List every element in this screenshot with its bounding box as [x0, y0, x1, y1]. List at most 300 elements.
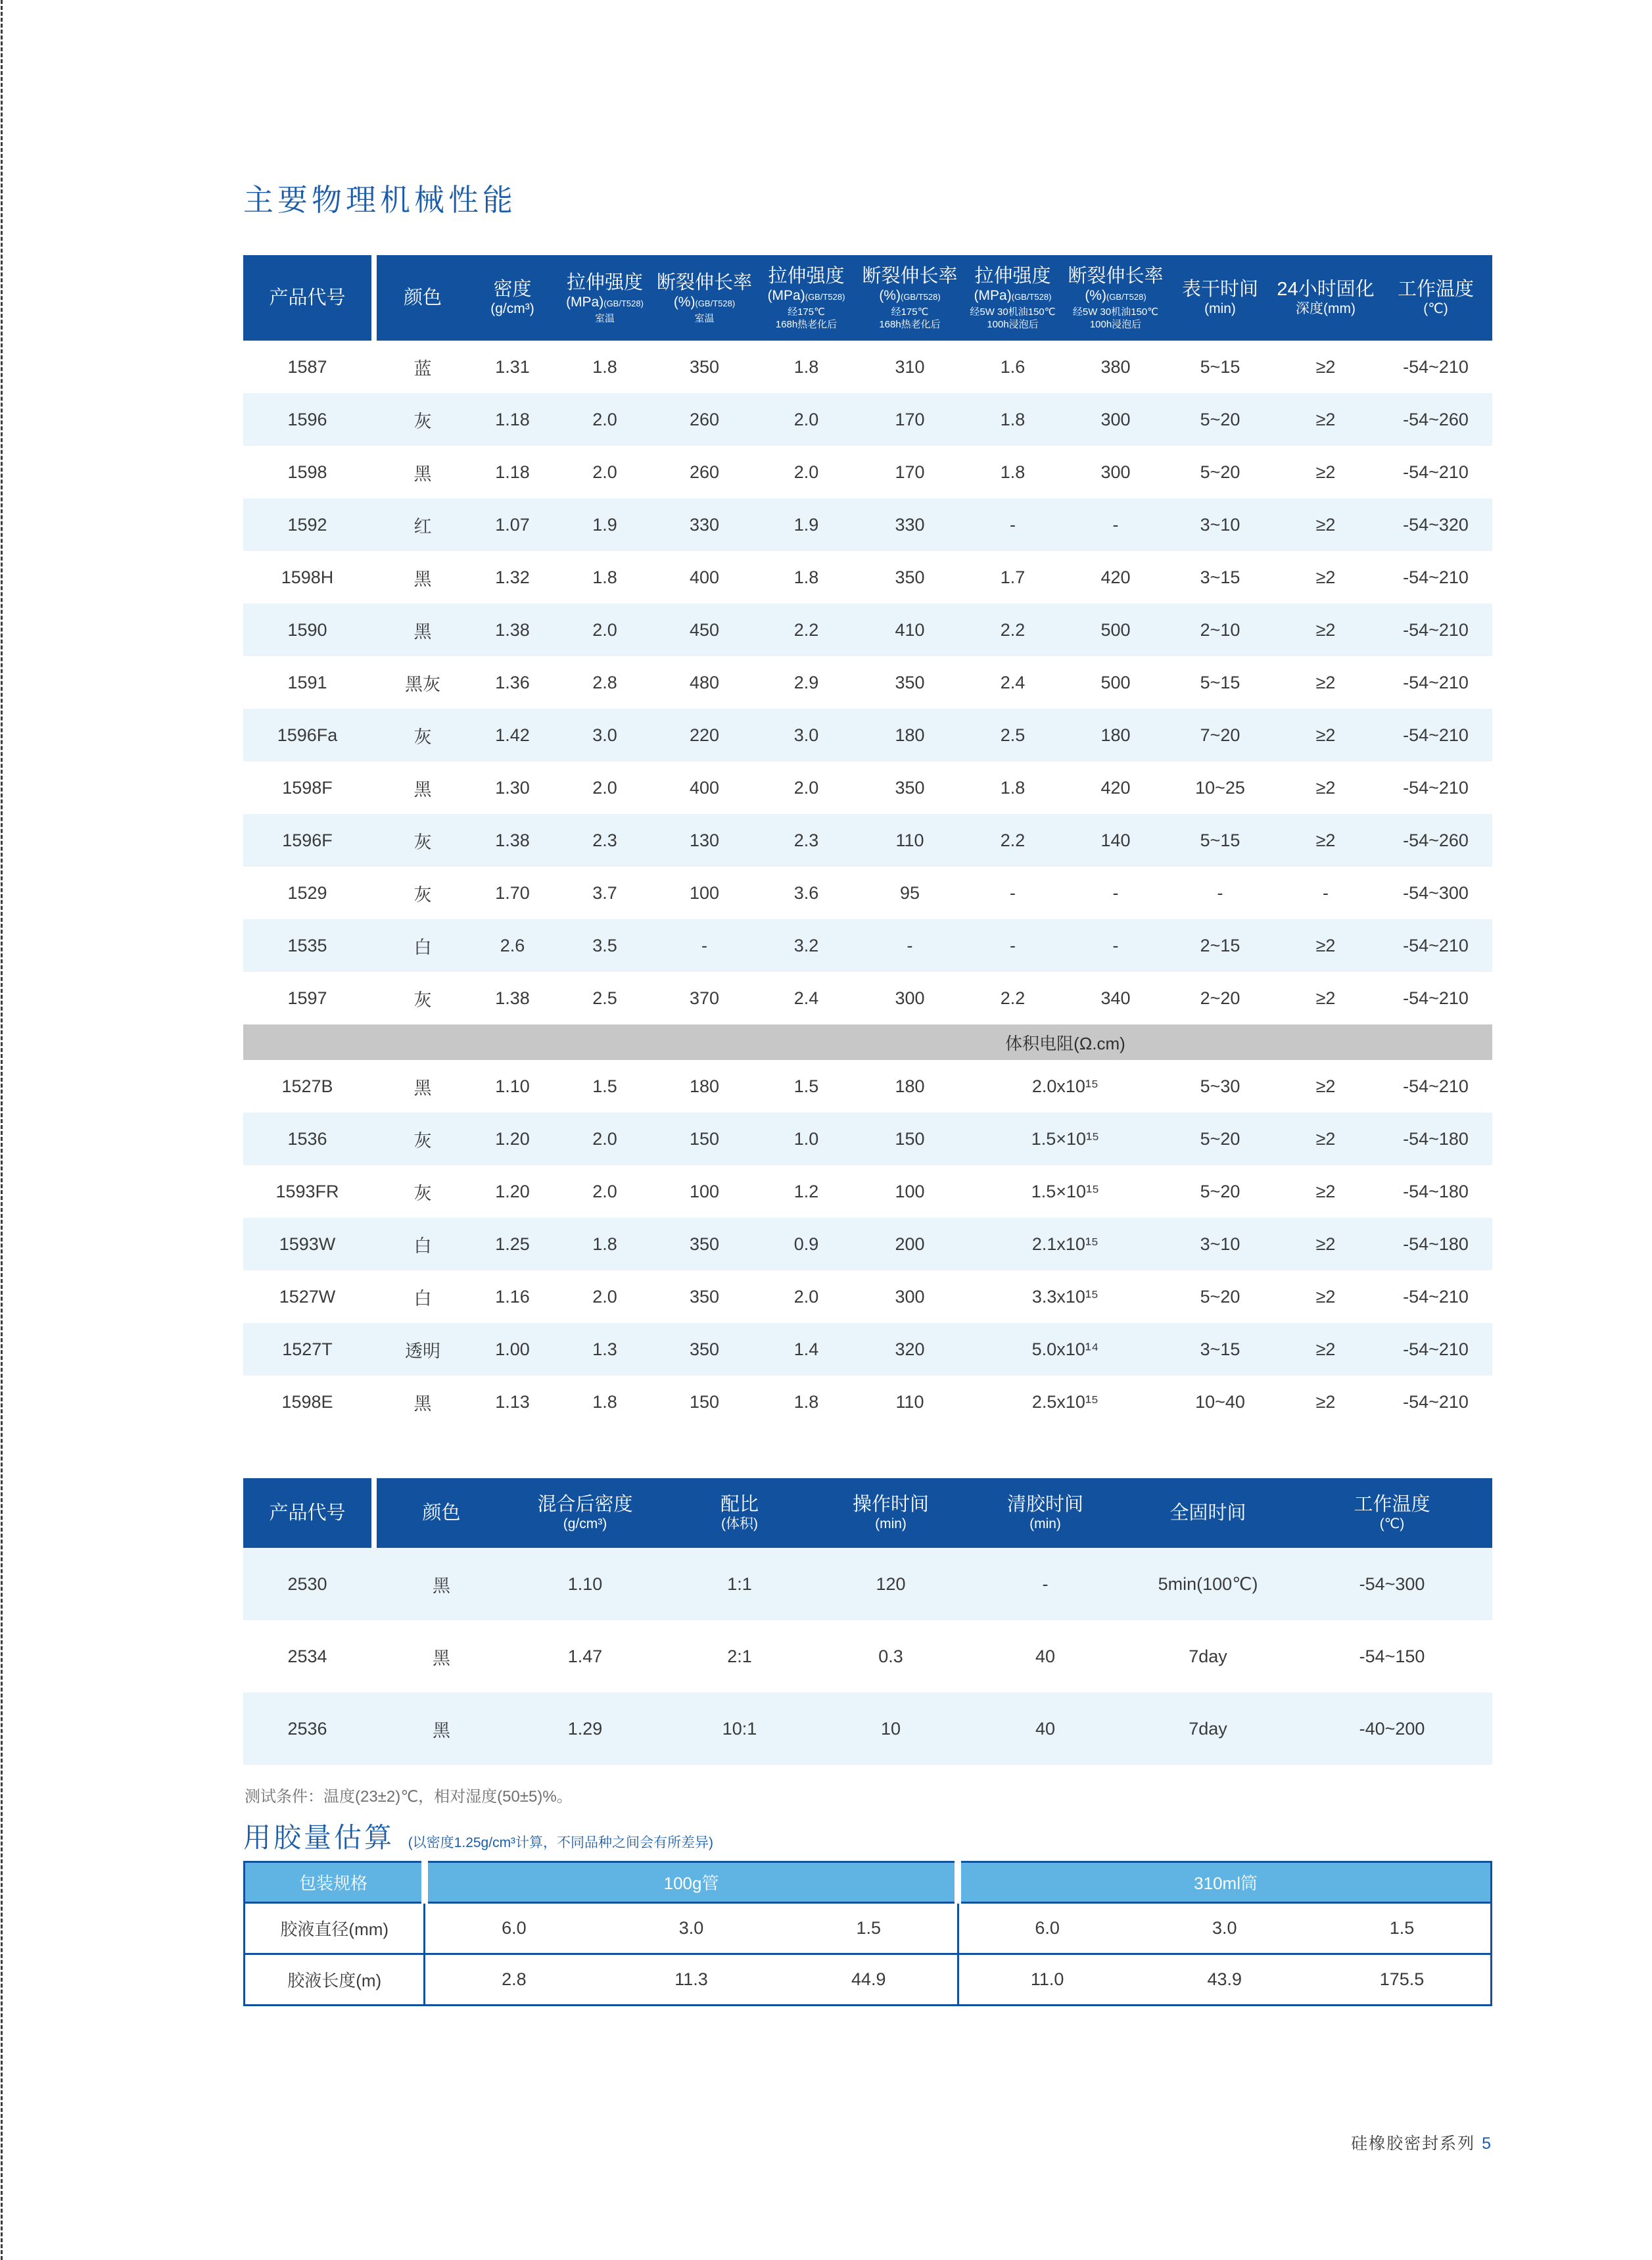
- cell: 3~15: [1168, 551, 1272, 604]
- table-row: [243, 446, 1492, 498]
- cell: -54~260: [1379, 814, 1492, 867]
- cell: 130: [653, 814, 755, 867]
- physical-properties-body: [243, 341, 1492, 1428]
- cell: 3.6: [755, 867, 857, 919]
- cell: 1.38: [469, 814, 556, 867]
- cell: 2~15: [1168, 919, 1272, 972]
- col-header-label: 混合后密度: [537, 1494, 633, 1515]
- cell: -54~150: [1292, 1620, 1492, 1693]
- cell: 1598F: [243, 761, 371, 814]
- cell: 白: [377, 919, 469, 972]
- section2-title-note: (以密度1.25g/cm³计算，不同品种之间会有所差异): [408, 1835, 714, 1850]
- cell: -54~180: [1379, 1113, 1492, 1165]
- gap-cell: [371, 1060, 377, 1113]
- col-header-standard: (GB/T528): [1106, 292, 1146, 302]
- gap-cell: [371, 551, 377, 604]
- cell: 1.07: [469, 498, 556, 551]
- col-header-unit: (MPa)(GB/T528): [566, 294, 644, 310]
- cell: -54~210: [1379, 709, 1492, 761]
- cell: 1.8: [755, 341, 857, 393]
- cell: 2534: [243, 1620, 371, 1693]
- cell: -: [1063, 919, 1168, 972]
- cell: ≥2: [1272, 446, 1379, 498]
- cell: 1598E: [243, 1376, 371, 1428]
- cell: 灰: [377, 393, 469, 446]
- cell: 黑: [377, 1620, 506, 1693]
- cell: 黑: [377, 1376, 469, 1428]
- cell: 7day: [1124, 1620, 1292, 1693]
- cell: 灰: [377, 814, 469, 867]
- col-header: [664, 1478, 815, 1548]
- cell: 黑: [377, 1548, 506, 1620]
- cell: 5min(100℃): [1124, 1548, 1292, 1620]
- header-row: [243, 255, 1492, 341]
- table-row: [243, 1376, 1492, 1428]
- cell: 150: [653, 1113, 755, 1165]
- header-gap: [371, 255, 377, 341]
- cell: 1.5×10¹⁵: [962, 1113, 1168, 1165]
- table-row: [243, 1323, 1492, 1376]
- gap-cell: [371, 761, 377, 814]
- cell: -: [1063, 867, 1168, 919]
- cell: -40~200: [1292, 1693, 1492, 1765]
- cell: 黑灰: [377, 656, 469, 709]
- cell: 300: [1063, 446, 1168, 498]
- cell: 300: [1063, 393, 1168, 446]
- table-row: [245, 1903, 1492, 1954]
- col-header: [962, 255, 1063, 341]
- cell: 1.10: [506, 1548, 664, 1620]
- col-header-label: 清胶时间: [1006, 1494, 1083, 1515]
- cell: ≥2: [1272, 551, 1379, 604]
- cell: 1.8: [556, 1218, 653, 1270]
- col-header-condition: 经175℃: [891, 306, 929, 318]
- cell: 2.0: [556, 446, 653, 498]
- cell: 300: [857, 972, 962, 1024]
- cell: 180: [1063, 709, 1168, 761]
- col-header-standard: (GB/T528): [603, 298, 644, 308]
- cell: 5~20: [1168, 1113, 1272, 1165]
- col-header: [1379, 255, 1492, 341]
- col-header-label: 产品代号: [269, 287, 346, 308]
- table-row: [243, 604, 1492, 656]
- col-header: [857, 255, 962, 341]
- cell: 2.0: [755, 761, 857, 814]
- cell: 3.3x10¹⁵: [962, 1270, 1168, 1323]
- cell: 1.18: [469, 393, 556, 446]
- table-row: [243, 919, 1492, 972]
- cell: 3.0: [602, 1903, 780, 1954]
- col-header-label: 表干时间: [1181, 279, 1258, 300]
- col-header-label: 断裂伸长率: [656, 272, 752, 293]
- cell: 2.0: [556, 761, 653, 814]
- col-header-unit: (%)(GB/T528): [673, 294, 736, 310]
- col-header-condition: 100h浸泡后: [1089, 319, 1142, 330]
- cell: 11.0: [958, 1954, 1135, 2006]
- cell: -54~210: [1379, 761, 1492, 814]
- cell: 40: [966, 1693, 1124, 1765]
- physical-properties-table: [243, 255, 1492, 1428]
- col-header-label: 拉伸强度: [974, 266, 1051, 287]
- table-row: [243, 656, 1492, 709]
- gap-cell: [371, 656, 377, 709]
- cell: 1.29: [506, 1693, 664, 1765]
- volume-resistance-separator-row: [243, 1024, 1492, 1060]
- cell: 3.0: [556, 709, 653, 761]
- cell: 2.3: [556, 814, 653, 867]
- col-header-unit: (min): [875, 1516, 907, 1531]
- cell: 500: [1063, 656, 1168, 709]
- cell: 310: [857, 341, 962, 393]
- col-header-unit: (%)(GB/T528): [879, 288, 941, 303]
- cell: 2.0: [556, 1270, 653, 1323]
- cell: 350: [857, 551, 962, 604]
- header-row: [243, 1478, 1492, 1548]
- cell: -: [1272, 867, 1379, 919]
- cell: 1.10: [469, 1060, 556, 1113]
- cell: 1.8: [962, 446, 1063, 498]
- gap-cell: [371, 1323, 377, 1376]
- col-header-unit: (℃): [1379, 1516, 1405, 1531]
- glue-usage-header: [245, 1862, 1492, 1903]
- cell: 2.5: [556, 972, 653, 1024]
- cell: 5~15: [1168, 814, 1272, 867]
- cell: 200: [857, 1218, 962, 1270]
- col-header: [1124, 1478, 1292, 1548]
- cell: 1.9: [556, 498, 653, 551]
- col-header: [1063, 255, 1168, 341]
- series-label: 硅橡胶密封系列: [1351, 2134, 1476, 2153]
- col-header-label: 拉伸强度: [768, 266, 845, 287]
- cell: 350: [653, 1218, 755, 1270]
- volume-resistance-label: 体积电阻(Ω.cm): [962, 1024, 1168, 1060]
- cell: 44.9: [780, 1954, 958, 2006]
- cell: 1.5: [1313, 1903, 1492, 1954]
- table-row: [243, 1113, 1492, 1165]
- cell: 300: [857, 1270, 962, 1323]
- col-header-condition: 100h浸泡后: [987, 319, 1039, 330]
- cell: 白: [377, 1218, 469, 1270]
- gap-cell: [371, 446, 377, 498]
- col-header-unit: (体积): [721, 1516, 758, 1531]
- cell: ≥2: [1272, 604, 1379, 656]
- cell: 1.0: [755, 1113, 857, 1165]
- cell: 0.9: [755, 1218, 857, 1270]
- cell: 10: [815, 1693, 966, 1765]
- cell: 灰: [377, 1165, 469, 1218]
- cell: 2.2: [962, 604, 1063, 656]
- cell: ≥2: [1272, 761, 1379, 814]
- cell: 1590: [243, 604, 371, 656]
- row-label: 胶液长度(m): [245, 1954, 425, 2006]
- table-row: [243, 1165, 1492, 1218]
- cell: 150: [857, 1113, 962, 1165]
- cell: -: [962, 867, 1063, 919]
- table-row: [243, 761, 1492, 814]
- cell: ≥2: [1272, 919, 1379, 972]
- cell: -54~260: [1379, 393, 1492, 446]
- header-row: [245, 1862, 1492, 1903]
- gap-cell: [371, 709, 377, 761]
- cell: 2530: [243, 1548, 371, 1620]
- cell: 350: [857, 656, 962, 709]
- cell: 2.2: [962, 972, 1063, 1024]
- col-header: [506, 1478, 664, 1548]
- col-header-condition: 室温: [694, 312, 715, 324]
- cell: -: [1168, 867, 1272, 919]
- cell: 2.3: [755, 814, 857, 867]
- cell: 1.16: [469, 1270, 556, 1323]
- cell: 5~30: [1168, 1060, 1272, 1113]
- cell: 450: [653, 604, 755, 656]
- cell: 5~15: [1168, 656, 1272, 709]
- cell: 2.4: [755, 972, 857, 1024]
- cell: 400: [653, 761, 755, 814]
- cell: 5~15: [1168, 341, 1272, 393]
- cell: 43.9: [1136, 1954, 1313, 2006]
- separator-spacer: [1168, 1024, 1492, 1060]
- cell: 40: [966, 1620, 1124, 1693]
- cell: 红: [377, 498, 469, 551]
- cell: ≥2: [1272, 341, 1379, 393]
- cell: 1593FR: [243, 1165, 371, 1218]
- cell: 3.2: [755, 919, 857, 972]
- gap-cell: [371, 393, 377, 446]
- col-header-label: 颜色: [403, 287, 442, 308]
- cell: 100: [857, 1165, 962, 1218]
- col-header-label: 配比: [720, 1494, 759, 1515]
- cell: -54~210: [1379, 604, 1492, 656]
- cell: 3.7: [556, 867, 653, 919]
- cell: 1593W: [243, 1218, 371, 1270]
- cell: 灰: [377, 709, 469, 761]
- cell: 1598H: [243, 551, 371, 604]
- cell: ≥2: [1272, 1113, 1379, 1165]
- col-header-label: 工作温度: [1354, 1494, 1430, 1515]
- cell: 175.5: [1313, 1954, 1492, 2006]
- cell: 1.38: [469, 604, 556, 656]
- cell: 黑: [377, 761, 469, 814]
- cell: 1.18: [469, 446, 556, 498]
- cell: 2536: [243, 1693, 371, 1765]
- col-header-label: 断裂伸长率: [1068, 266, 1164, 287]
- table-row: [243, 1060, 1492, 1113]
- cell: 黑: [377, 1693, 506, 1765]
- col-header: [966, 1478, 1124, 1548]
- table-row: [243, 1548, 1492, 1620]
- col-header: [815, 1478, 966, 1548]
- cell: 2.0x10¹⁵: [962, 1060, 1168, 1113]
- cell: 1.47: [506, 1620, 664, 1693]
- table-row: [243, 498, 1492, 551]
- cell: 1.20: [469, 1165, 556, 1218]
- cell: 1.8: [962, 761, 1063, 814]
- cell: -: [966, 1548, 1124, 1620]
- cell: 1.5×10¹⁵: [962, 1165, 1168, 1218]
- cell: 480: [653, 656, 755, 709]
- cell: 1587: [243, 341, 371, 393]
- cell: -54~300: [1379, 867, 1492, 919]
- gap-cell: [371, 1113, 377, 1165]
- cell: ≥2: [1272, 1270, 1379, 1323]
- cell: 1598: [243, 446, 371, 498]
- table-row: [243, 1693, 1492, 1765]
- cell: 1.13: [469, 1376, 556, 1428]
- cell: 1535: [243, 919, 371, 972]
- cell: -54~210: [1379, 1323, 1492, 1376]
- table-row: [243, 972, 1492, 1024]
- col-header: [377, 1478, 506, 1548]
- col-header-standard: (GB/T528): [900, 292, 941, 302]
- cell: 1529: [243, 867, 371, 919]
- cell: ≥2: [1272, 972, 1379, 1024]
- cell: 180: [857, 709, 962, 761]
- cell: 黑: [377, 446, 469, 498]
- table-row: [243, 709, 1492, 761]
- cell: 3~10: [1168, 1218, 1272, 1270]
- cell: 2~20: [1168, 972, 1272, 1024]
- table-row: [243, 1620, 1492, 1693]
- cell: 260: [653, 393, 755, 446]
- cell: 10~25: [1168, 761, 1272, 814]
- cell: 灰: [377, 1113, 469, 1165]
- cell: -54~300: [1292, 1548, 1492, 1620]
- cell: -54~210: [1379, 656, 1492, 709]
- cell: 5.0x10¹⁴: [962, 1323, 1168, 1376]
- cell: 2.8: [556, 656, 653, 709]
- cell: 7~20: [1168, 709, 1272, 761]
- cell: 1.31: [469, 341, 556, 393]
- cell: 1:1: [664, 1548, 815, 1620]
- cell: -54~210: [1379, 1376, 1492, 1428]
- cell: -54~210: [1379, 551, 1492, 604]
- cell: 1.36: [469, 656, 556, 709]
- separator-spacer: [243, 1024, 962, 1060]
- gap-cell: [371, 1693, 377, 1765]
- cell: 2.9: [755, 656, 857, 709]
- cell: 1591: [243, 656, 371, 709]
- two-part-header: [243, 1478, 1492, 1548]
- cell: 黑: [377, 551, 469, 604]
- cell: 11.3: [602, 1954, 780, 2006]
- cell: 350: [653, 341, 755, 393]
- cell: 灰: [377, 972, 469, 1024]
- cell: 180: [857, 1060, 962, 1113]
- col-header: [243, 1478, 371, 1548]
- cell: 3.0: [755, 709, 857, 761]
- col-header-unit: (℃): [1423, 301, 1448, 316]
- cell: ≥2: [1272, 1165, 1379, 1218]
- cell: 180: [653, 1060, 755, 1113]
- cell: 420: [1063, 761, 1168, 814]
- cell: 2.2: [962, 814, 1063, 867]
- cell: 1.5: [556, 1060, 653, 1113]
- cell: 100: [653, 867, 755, 919]
- section1-title: 主要物理机械性能: [243, 183, 517, 217]
- cell: ≥2: [1272, 1323, 1379, 1376]
- cell: -54~210: [1379, 341, 1492, 393]
- cell: 2.0: [556, 604, 653, 656]
- cell: 1.00: [469, 1323, 556, 1376]
- cell: 3~10: [1168, 498, 1272, 551]
- gap-cell: [371, 867, 377, 919]
- col-header: [469, 255, 556, 341]
- cell: 1.8: [755, 1376, 857, 1428]
- cell: -: [857, 919, 962, 972]
- cell: 260: [653, 446, 755, 498]
- col-header-condition: 经5W 30机油150℃: [1072, 306, 1159, 318]
- two-part-body: [243, 1548, 1492, 1765]
- cell: 蓝: [377, 341, 469, 393]
- cell: 110: [857, 814, 962, 867]
- cell: 370: [653, 972, 755, 1024]
- col-header-unit: (MPa)(GB/T528): [767, 288, 845, 303]
- cell: ≥2: [1272, 1376, 1379, 1428]
- col-header: [377, 255, 469, 341]
- cell: 2.1x10¹⁵: [962, 1218, 1168, 1270]
- gap-cell: [371, 972, 377, 1024]
- table-row: [243, 393, 1492, 446]
- cell: ≥2: [1272, 1218, 1379, 1270]
- cell: 320: [857, 1323, 962, 1376]
- cell: 1527W: [243, 1270, 371, 1323]
- cell: 1.8: [755, 551, 857, 604]
- cell: 1.8: [556, 1376, 653, 1428]
- cell: -54~210: [1379, 446, 1492, 498]
- cell: 6.0: [425, 1903, 602, 1954]
- col-header-unit: (min): [1029, 1516, 1061, 1531]
- cell: 2~10: [1168, 604, 1272, 656]
- cell: 1.6: [962, 341, 1063, 393]
- cell: 95: [857, 867, 962, 919]
- cell: ≥2: [1272, 393, 1379, 446]
- cell: 1.3: [556, 1323, 653, 1376]
- cell: 1596Fa: [243, 709, 371, 761]
- col-header: [1168, 255, 1272, 341]
- col-header-condition: 室温: [594, 312, 615, 324]
- cell: 5~20: [1168, 446, 1272, 498]
- cell: ≥2: [1272, 1060, 1379, 1113]
- gap-cell: [371, 1165, 377, 1218]
- cell: -54~210: [1379, 919, 1492, 972]
- cell: 2.8: [425, 1954, 602, 2006]
- cell: 400: [653, 551, 755, 604]
- cell: 1.8: [556, 551, 653, 604]
- cell: 1.9: [755, 498, 857, 551]
- cell: 2.5: [962, 709, 1063, 761]
- cell: 0.3: [815, 1620, 966, 1693]
- section2-title: [243, 1816, 713, 1856]
- cell: ≥2: [1272, 656, 1379, 709]
- cell: 1.5: [755, 1060, 857, 1113]
- cell: 透明: [377, 1323, 469, 1376]
- col-header-unit: (g/cm³): [563, 1516, 607, 1531]
- col-header-label: 全固时间: [1169, 1503, 1246, 1524]
- glue-usage-table: [243, 1861, 1492, 2006]
- cell: 6.0: [958, 1903, 1135, 1954]
- col-header-label: 拉伸强度: [566, 272, 643, 293]
- cell: 1527T: [243, 1323, 371, 1376]
- table-row: [243, 551, 1492, 604]
- cell: -54~210: [1379, 1270, 1492, 1323]
- cell: 1.8: [962, 393, 1063, 446]
- cell: 2.0: [755, 446, 857, 498]
- col-header-unit: (MPa)(GB/T528): [974, 288, 1052, 303]
- cell: -54~210: [1379, 972, 1492, 1024]
- cell: 350: [653, 1270, 755, 1323]
- header-gap: [371, 1478, 377, 1548]
- cell: ≥2: [1272, 498, 1379, 551]
